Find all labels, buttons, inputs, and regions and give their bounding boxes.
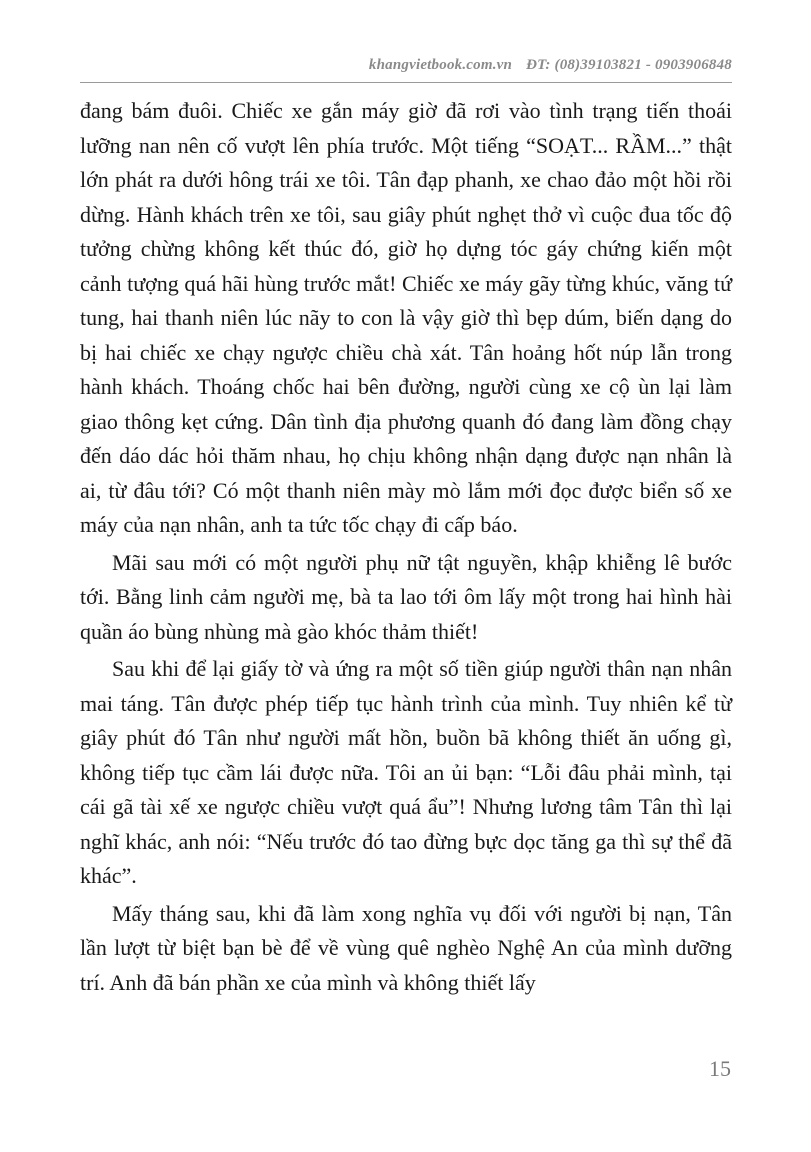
paragraph: Mãi sau mới có một người phụ nữ tật nguyền, khập khiễng lê bước tới. Bằng linh cảm người mẹ, bà ta lao tới ôm lấy một trong hai hình hài quần áo bùng nhùng mà gào khóc thảm thiết! [80, 549, 732, 644]
paragraph: Mấy tháng sau, khi đã làm xong nghĩa vụ đối với người bị nạn, Tân lần lượt từ biệt bạn bè để về vùng quê nghèo Nghệ An của mình dưỡng trí. Anh đã bán phần xe của mình và không thiết lấy [80, 900, 732, 995]
header-phone: ĐT: (08)39103821 - 0903906848 [526, 57, 732, 73]
body-text [80, 94, 732, 1003]
page-number: 15 [709, 1056, 731, 1081]
running-header [80, 57, 732, 74]
paragraph: Sau khi để lại giấy tờ và ứng ra một số tiền giúp người thân nạn nhân mai táng. Tân được phép tiếp tục hành trình của mình. Tuy nhiên kể từ giây phút đó Tân như người mất hồn, buồn bã không thiết ăn uống gì, không tiếp tục cầm lái được nữa. Tôi an ủi bạn: “Lỗi đâu phải mình, tại cái gã tài xế xe ngược chiều vượt quá ẩu”! Nhưng lương tâm Tân thì lại nghĩ khác, anh nói: “Nếu trước đó tao đừng bực dọc tăng ga thì sự thể đã khác”. [80, 656, 732, 888]
header-divider [80, 82, 732, 83]
paragraph: đang bám đuôi. Chiếc xe gắn máy giờ đã rơi vào tình trạng tiến thoái lưỡng nan nên cố vượt lên phía trước. Một tiếng “SOẠT... RẦM...” thật lớn phát ra dưới hông trái xe tôi. Tân đạp phanh, xe chao đảo một hồi rồi dừng. Hành khách trên xe tôi, sau giây phút nghẹt thở vì cuộc đua tốc độ tưởng chừng không kết thúc đó, giờ họ dựng tóc gáy chứng kiến một cảnh tượng quá hãi hùng trước mắt! Chiếc xe máy gãy từng khúc, văng tứ tung, hai thanh niên lúc nãy to con là vậy giờ thì bẹp dúm, biến dạng do bị hai chiếc xe chạy ngược chiều chà xát. Tân hoảng hốt núp lẫn trong hành khách. Thoáng chốc hai bên đường, người cùng xe cộ ùn lại làm giao thông kẹt cứng. Dân tình địa phương quanh đó đang làm đồng chạy đến dáo dác hỏi thăm nhau, họ chịu không nhận dạng được nạn nhân là ai, từ đâu tới? Có một thanh niên mày mò lắm mới đọc được biển số xe máy của nạn nhân, anh ta tức tốc chạy đi cấp báo. [80, 98, 732, 537]
header-website: khangvietbook.com.vn [368, 57, 513, 73]
